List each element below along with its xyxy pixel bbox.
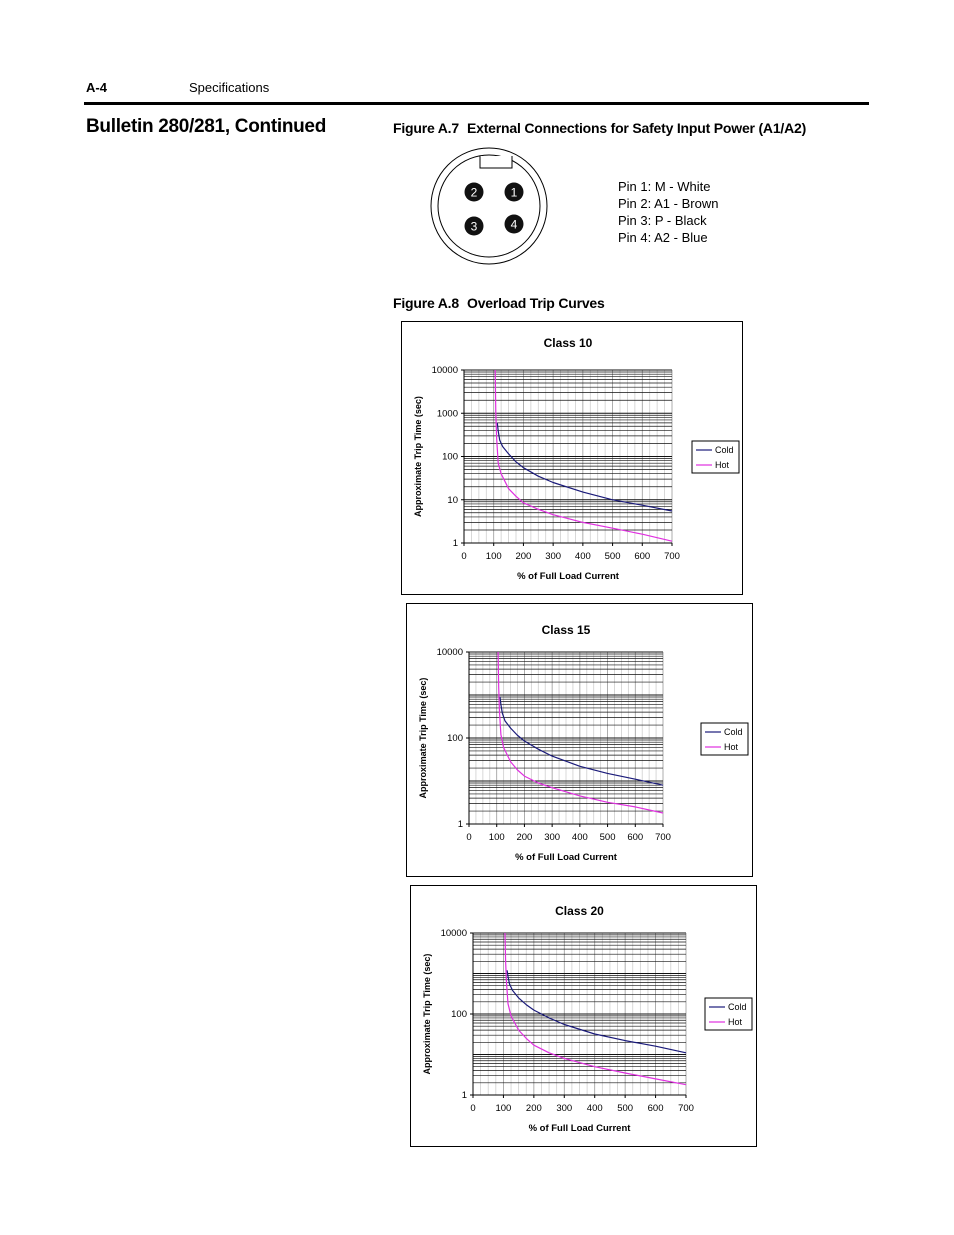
pin-3 (465, 217, 484, 236)
header-rule (84, 102, 869, 105)
chart-svg (402, 322, 742, 594)
figure-a7-title: External Connections for Safety Input Power (A1/A2) (467, 120, 807, 136)
chart-legend (705, 998, 752, 1030)
running-section-title: Specifications (189, 80, 270, 95)
pin-legend-item: Pin 4: A2 - Blue (618, 230, 708, 245)
pin-1 (505, 183, 524, 202)
x-tick-label: 600 (634, 551, 651, 562)
y-tick-label: 1 (452, 538, 458, 549)
x-tick-label: 500 (604, 551, 621, 562)
chart-title: Class 10 (543, 336, 593, 350)
x-tick-label: 300 (556, 1103, 573, 1114)
series-line-hot (495, 370, 672, 541)
x-axis-label: % of Full Load Current (515, 852, 617, 863)
page-number: A-4 (86, 80, 107, 95)
legend-label-hot: Hot (715, 460, 730, 470)
pin-legend (618, 178, 718, 246)
figure-a8-number: Figure A.8 (393, 295, 459, 311)
chart-legend (701, 723, 748, 755)
chart-legend (692, 441, 739, 473)
figure-a7-number: Figure A.7 (393, 120, 459, 136)
x-tick-label: 700 (664, 551, 680, 562)
legend-label-hot: Hot (728, 1017, 743, 1027)
pin-4 (505, 215, 524, 234)
chart-title: Class 15 (541, 623, 591, 637)
x-tick-label: 0 (461, 551, 467, 562)
x-tick-label: 600 (627, 832, 644, 843)
x-tick-label: 700 (678, 1103, 694, 1114)
x-axis-label: % of Full Load Current (517, 571, 619, 582)
x-tick-label: 0 (470, 1103, 476, 1114)
connector-pinout-diagram (430, 143, 550, 269)
chart-class-20 (410, 885, 757, 1147)
x-tick-label: 600 (647, 1103, 664, 1114)
x-tick-label: 300 (545, 551, 562, 562)
x-tick-label: 100 (495, 1103, 512, 1114)
figure-a8-title: Overload Trip Curves (467, 295, 605, 311)
x-tick-label: 400 (571, 832, 588, 843)
pin-legend-item: Pin 2: A1 - Brown (618, 196, 719, 211)
chart-class-10 (401, 321, 743, 595)
x-tick-label: 0 (466, 832, 472, 843)
chart-svg (407, 604, 752, 876)
x-tick-label: 700 (655, 832, 671, 843)
legend-label-cold: Cold (724, 727, 743, 737)
chart-class-15 (406, 603, 753, 877)
x-tick-label: 400 (586, 1103, 603, 1114)
x-tick-label: 400 (574, 551, 591, 562)
pin-legend-item: Pin 1: M - White (618, 179, 711, 194)
pin-4-label: 4 (510, 217, 518, 232)
y-axis-label: Approximate Trip Time (sec) (422, 953, 432, 1075)
pin-2 (465, 183, 484, 202)
x-tick-label: 500 (617, 1103, 634, 1114)
y-tick-label: 100 (442, 451, 458, 463)
connector-key-notch (480, 156, 512, 168)
connector-inner-ring (438, 155, 540, 257)
pin-2-label: 2 (470, 185, 478, 200)
legend-label-cold: Cold (728, 1002, 747, 1012)
y-axis-label: Approximate Trip Time (sec) (418, 677, 428, 799)
y-tick-label: 10000 (440, 928, 467, 939)
x-axis-label: % of Full Load Current (528, 1123, 631, 1134)
pin-legend-item: Pin 3: P - Black (618, 213, 707, 228)
figure-a8-caption (393, 295, 605, 311)
x-tick-label: 200 (515, 551, 532, 562)
y-tick-label: 10000 (431, 365, 458, 376)
x-tick-label: 100 (485, 551, 502, 562)
chart-svg (411, 886, 756, 1146)
y-tick-label: 100 (447, 733, 463, 744)
legend-label-hot: Hot (724, 742, 739, 752)
legend-label-cold: Cold (715, 445, 734, 455)
y-tick-label: 1 (457, 819, 463, 830)
x-tick-label: 500 (599, 832, 616, 843)
y-tick-label: 10 (447, 494, 458, 506)
y-tick-label: 100 (451, 1009, 467, 1020)
section-title: Bulletin 280/281, Continued (86, 116, 327, 137)
chart-title: Class 20 (555, 904, 604, 918)
y-tick-label: 1000 (436, 408, 458, 420)
x-tick-label: 300 (544, 832, 561, 843)
x-tick-label: 200 (525, 1103, 542, 1114)
y-tick-label: 10000 (436, 647, 463, 658)
pin-1-label: 1 (510, 185, 518, 200)
series-line-hot (498, 652, 663, 813)
pin-3-label: 3 (470, 219, 478, 234)
y-axis-label: Approximate Trip Time (sec) (413, 396, 423, 517)
x-tick-label: 100 (488, 832, 505, 843)
figure-a7-caption (393, 120, 806, 136)
y-tick-label: 1 (461, 1090, 467, 1101)
x-tick-label: 200 (516, 832, 533, 843)
